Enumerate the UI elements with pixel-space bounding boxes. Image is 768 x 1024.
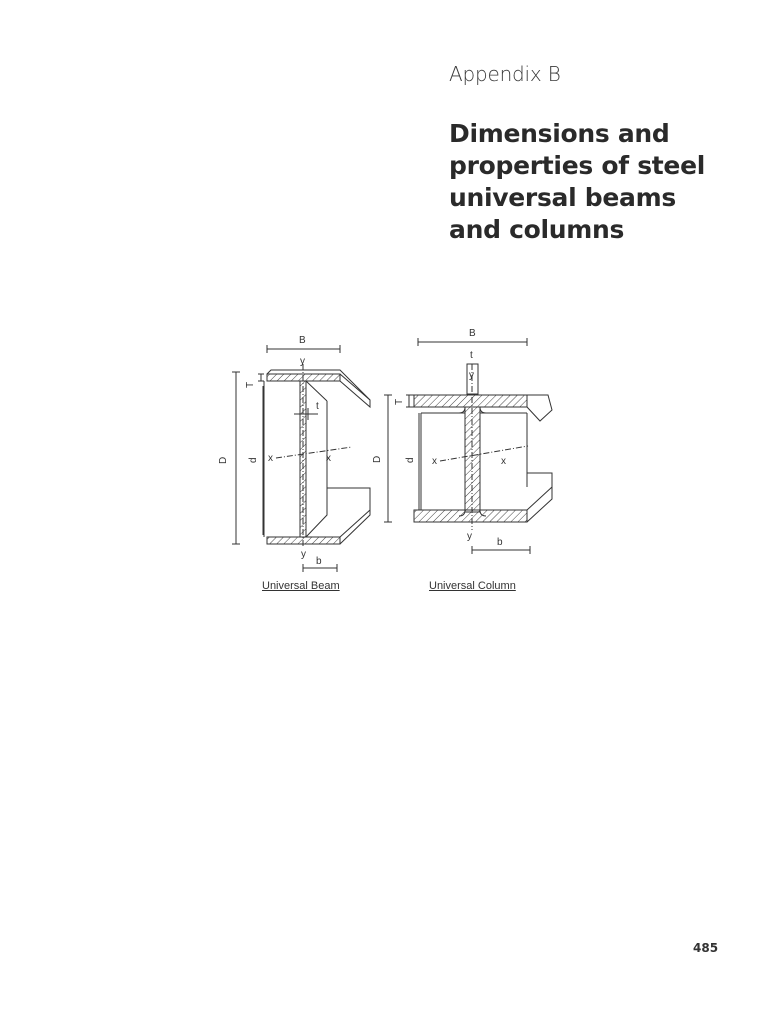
column-label-t: t xyxy=(470,350,473,361)
column-label-T: T xyxy=(394,398,405,405)
universal-beam-caption: Universal Beam xyxy=(262,580,340,592)
title-line: universal beams xyxy=(449,183,676,212)
appendix-label: Appendix B xyxy=(449,62,561,86)
column-label-d: d xyxy=(405,457,416,463)
column-label-y-bottom: y xyxy=(467,531,472,542)
beam-label-x-left: x xyxy=(268,453,273,464)
universal-column-drawing xyxy=(384,338,552,554)
beam-label-D: D xyxy=(218,456,229,464)
title-line: properties of steel xyxy=(449,151,706,180)
beam-label-t: t xyxy=(316,401,319,412)
beam-label-y-bottom: y xyxy=(301,549,306,560)
beam-label-B: B xyxy=(299,335,306,346)
column-label-B: B xyxy=(469,328,476,339)
beam-label-x-right: x xyxy=(326,453,331,464)
beam-label-T: T xyxy=(245,381,256,388)
title-line: Dimensions and xyxy=(449,119,670,148)
column-label-x-left: x xyxy=(432,456,437,467)
universal-column-caption: Universal Column xyxy=(429,580,516,592)
page-number: 485 xyxy=(693,941,719,955)
column-label-x-right: x xyxy=(501,456,506,467)
beam-label-y-top: y xyxy=(300,356,305,367)
column-label-b: b xyxy=(497,537,503,548)
column-label-y-top: y xyxy=(469,370,474,381)
beam-label-b: b xyxy=(316,556,322,567)
title-line: and columns xyxy=(449,215,625,244)
beam-label-d: d xyxy=(248,457,259,463)
column-label-D: D xyxy=(372,455,383,463)
